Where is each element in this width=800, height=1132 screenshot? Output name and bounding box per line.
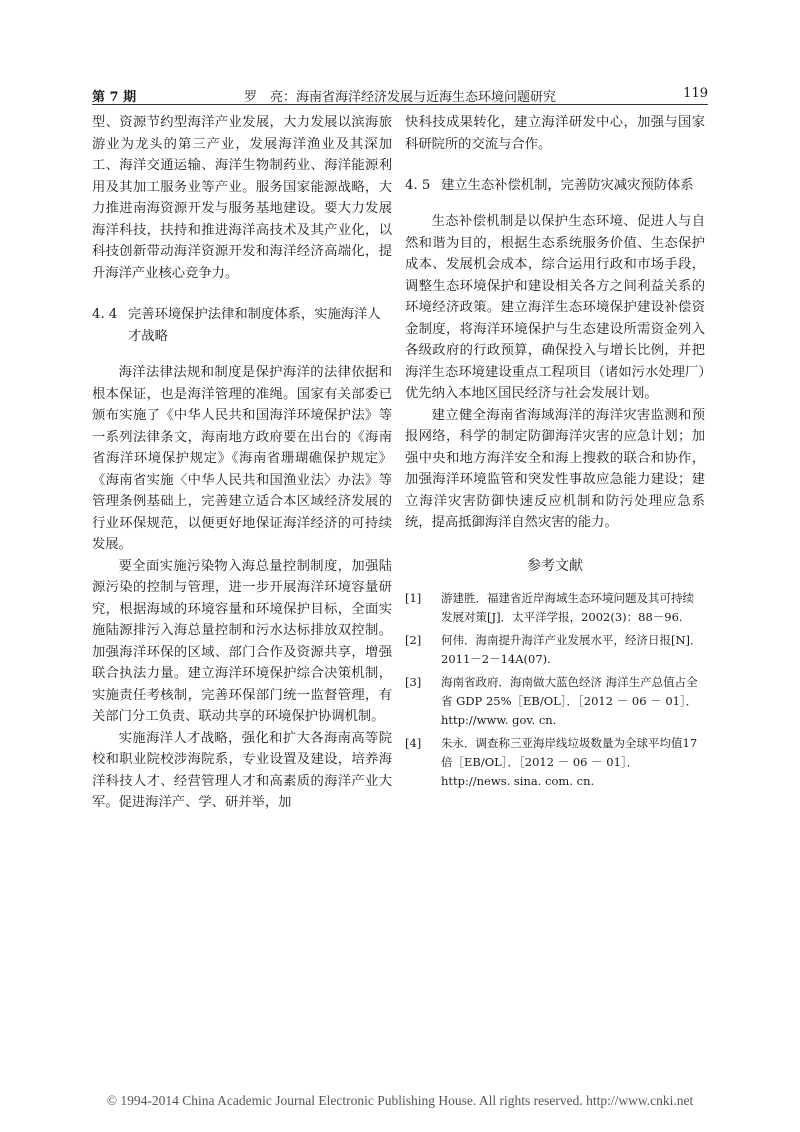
section-number: 4. 5 <box>405 178 431 193</box>
section-heading-4-5 <box>405 175 705 197</box>
reference-item <box>405 673 705 730</box>
section-heading-4-4 <box>92 304 392 348</box>
right-column <box>405 112 705 795</box>
running-title: 罗 亮：海南省海洋经济发展与近海生态环境问题研究 <box>243 90 556 105</box>
paragraph: 实施海洋人才战略，强化和扩大各海南高等院校和职业院校涉海院系，专业设置及建设，培养海洋科技人才、经营管理人才和高素质的海洋产业大军。促进海洋产、学、研并举，加 <box>92 730 392 810</box>
issue-number: 第 7 期 <box>92 90 137 105</box>
reference-list <box>405 589 705 791</box>
page-number: 119 <box>683 86 708 101</box>
paragraph: 生态补偿机制是以保护生态环境、促进人与自然和谐为目的，根据生态系统服务价值、生态保护成本、发展机会成本，综合运用行政和市场手段，调整生态环境保护和建设相关各方之间利益关系的环境经济政策。建立海洋生态环境保护建设补偿资金制度，将海洋环境保护与生态建设所需资金列入各级政府的行政预算，确保投入与增长比例，并把海洋生态环境建设重点工程项目（诸如污水处理厂）优先纳入本地区国民经济与社会发展计划。 <box>405 214 705 401</box>
reference-item <box>405 734 705 791</box>
reference-index: [4] <box>405 736 422 750</box>
paragraph-continued: 快科技成果转化，建立海洋研发中心，加强与国家科研院所的交流与合作。 <box>405 115 705 152</box>
reference-item <box>405 589 705 627</box>
paragraph: 要全面实施污染物入海总量控制制度，加强陆源污染的控制与管理，进一步开展海洋环境容量研究，根据海域的环境容量和环境保护目标，全面实施陆源排污入海总量控制和污水达标排放双控制。加强海洋环保的区域、部门合作及资源共享，增强联合执法力量。建立海洋环境保护综合决策机制，实施责任考核制，完善环保部门统一监督管理，有关部门分工负责、联动共享的环境保护协调机制。 <box>92 558 392 724</box>
reference-item <box>405 631 705 669</box>
reference-text: 何伟．海南提升海洋产业发展水平，经济日报[N]．2011－2－14A(07). <box>441 633 702 666</box>
header-rule <box>92 104 708 105</box>
reference-index: [2] <box>405 633 422 647</box>
left-column <box>92 112 392 814</box>
reference-text: 海南省政府．海南做大蓝色经济 海洋生产总值占全省 GDP 25%［EB/OL］．［2012 － 06 － 01］．http://www. gov. cn. <box>441 675 698 727</box>
reference-index: [3] <box>405 675 422 689</box>
references-heading: 参考文献 <box>527 557 583 574</box>
paragraph: 海洋法律法规和制度是保护海洋的法律依据和根本保证，也是海洋管理的准绳。国家有关部委已颁布实施了《中华人民共和国海洋环境保护法》等一系列法律条文，海南地方政府要在出台的《海南省海洋环境保护规定》《海南省珊瑚礁保护规定》《海南省实施〈中华人民共和国渔业法〉办法》等管理条例基础上，完善建立适合本区域经济发展的行业环保规范，以便更好地保证海洋经济的可持续发展。 <box>92 365 392 552</box>
paragraph-continued: 型、资源节约型海洋产业发展，大力发展以滨海旅游业为龙头的第三产业，发展海洋渔业及其深加工、海洋交通运输、海洋生物制药业、海洋能源利用及其加工服务业等产业。服务国家能源战略，大力推进南海资源开发与服务基地建设。要大力发展海洋科技，扶持和推进海洋高技术及其产业化，以科技创新带动海洋资源开发和海洋经济高端化，提升海洋产业核心竞争力。 <box>92 115 392 281</box>
paragraph: 建立健全海南省海域海洋的海洋灾害监测和预报网络，科学的制定防御海洋灾害的应急计划；加强中央和地方海洋安全和海上搜救的联合和协作，加强海洋环境监管和突发性事故应急能力建设；建立海洋灾害防御快速反应机制和防污处理应急系统，提高抵御海洋自然灾害的能力。 <box>405 407 705 530</box>
reference-text: 朱永．调查称三亚海岸线垃圾数量为全球平均值17 倍［EB/OL］．［2012 － 06 － 01］．http://news. sina. com. cn. <box>441 736 698 788</box>
copyright-footer: © 1994-2014 China Academic Journal Electronic Publishing House. All rights reserved. http://www.cnki.net <box>106 1093 694 1108</box>
reference-index: [1] <box>405 591 422 605</box>
section-title: 完善环境保护法律和制度体系，实施海洋人才战略 <box>128 307 381 344</box>
section-title: 建立生态补偿机制，完善防灾减灾预防体系 <box>441 178 694 193</box>
reference-text: 游建胜．福建省近岸海域生态环境问题及其可持续发展对策[J]．太平洋学报，2002(3)：88－96. <box>441 591 694 624</box>
section-number: 4. 4 <box>92 307 118 322</box>
